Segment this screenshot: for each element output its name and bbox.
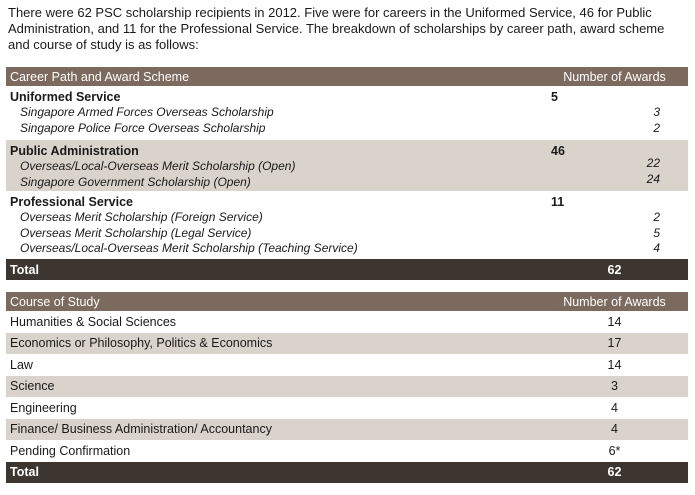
award-scheme: Overseas Merit Scholarship (Foreign Service) xyxy=(20,210,263,224)
course-row xyxy=(6,376,688,398)
award-count: 22 xyxy=(646,156,660,170)
group-total: 5 xyxy=(551,90,558,104)
course-count: 14 xyxy=(541,311,688,333)
course-row xyxy=(6,419,688,441)
career-table-total-row xyxy=(6,259,688,280)
award-scheme: Overseas Merit Scholarship (Legal Service) xyxy=(20,225,252,240)
course-count: 17 xyxy=(541,333,688,355)
award-scheme: Singapore Police Force Overseas Scholarship xyxy=(20,120,266,135)
course-table-header xyxy=(6,292,688,311)
course-label: Science xyxy=(6,376,541,398)
course-label: Pending Confirmation xyxy=(6,440,541,462)
course-label: Economics or Philosophy, Politics & Economics xyxy=(6,333,541,355)
course-label: Finance/ Business Administration/ Accountancy xyxy=(6,419,541,441)
course-row xyxy=(6,311,688,333)
course-count: 4 xyxy=(541,419,688,441)
intro-paragraph: There were 62 PSC scholarship recipients in 2012. Five were for careers in the Uniformed Service, 46 for Public Administration, and 11 for the Professional Service. The breakdown of scholarships by career path, award scheme and course of study is as follows: xyxy=(8,5,665,52)
course-label: Engineering xyxy=(6,397,541,419)
course-header-count: Number of Awards xyxy=(541,292,688,311)
award-count: 2 xyxy=(653,210,660,224)
award-scheme: Overseas/Local-Overseas Merit Scholarship (Teaching Service) xyxy=(20,241,358,255)
course-total-label: Total xyxy=(6,462,541,483)
group-name: Public Administration xyxy=(10,144,139,158)
award-count: 2 xyxy=(653,120,660,135)
course-label: Humanities & Social Sciences xyxy=(6,311,541,333)
course-count: 6* xyxy=(541,440,688,462)
course-label: Law xyxy=(6,354,541,376)
award-scheme: Singapore Armed Forces Overseas Scholarship xyxy=(20,105,274,119)
award-scheme: Overseas/Local-Overseas Merit Scholarship (Open) xyxy=(20,159,296,173)
award-scheme: Singapore Government Scholarship (Open) xyxy=(20,174,251,189)
career-header-count: Number of Awards xyxy=(541,67,688,86)
career-group-professional xyxy=(6,191,688,259)
group-name: Professional Service xyxy=(10,195,133,209)
group-name: Uniformed Service xyxy=(10,90,121,104)
course-count: 3 xyxy=(541,376,688,398)
course-row xyxy=(6,397,688,419)
course-row xyxy=(6,333,688,355)
award-count: 4 xyxy=(653,241,660,255)
career-path-table xyxy=(6,67,688,280)
course-table-total-row xyxy=(6,462,688,483)
group-total: 11 xyxy=(551,195,565,209)
course-of-study-table xyxy=(6,292,688,483)
career-header-label: Career Path and Award Scheme xyxy=(6,67,541,86)
award-count: 3 xyxy=(653,105,660,119)
award-count: 5 xyxy=(653,225,660,240)
group-total: 46 xyxy=(551,144,565,158)
course-header-label: Course of Study xyxy=(6,292,541,311)
career-table-header xyxy=(6,67,688,86)
course-count: 14 xyxy=(541,354,688,376)
career-total-label: Total xyxy=(6,259,541,280)
course-total-value: 62 xyxy=(541,462,688,483)
career-group-uniformed xyxy=(6,86,688,140)
career-group-public-admin xyxy=(6,140,688,191)
course-row xyxy=(6,440,688,462)
career-total-value: 62 xyxy=(541,259,688,280)
award-count: 24 xyxy=(646,171,660,186)
course-row xyxy=(6,354,688,376)
course-count: 4 xyxy=(541,397,688,419)
